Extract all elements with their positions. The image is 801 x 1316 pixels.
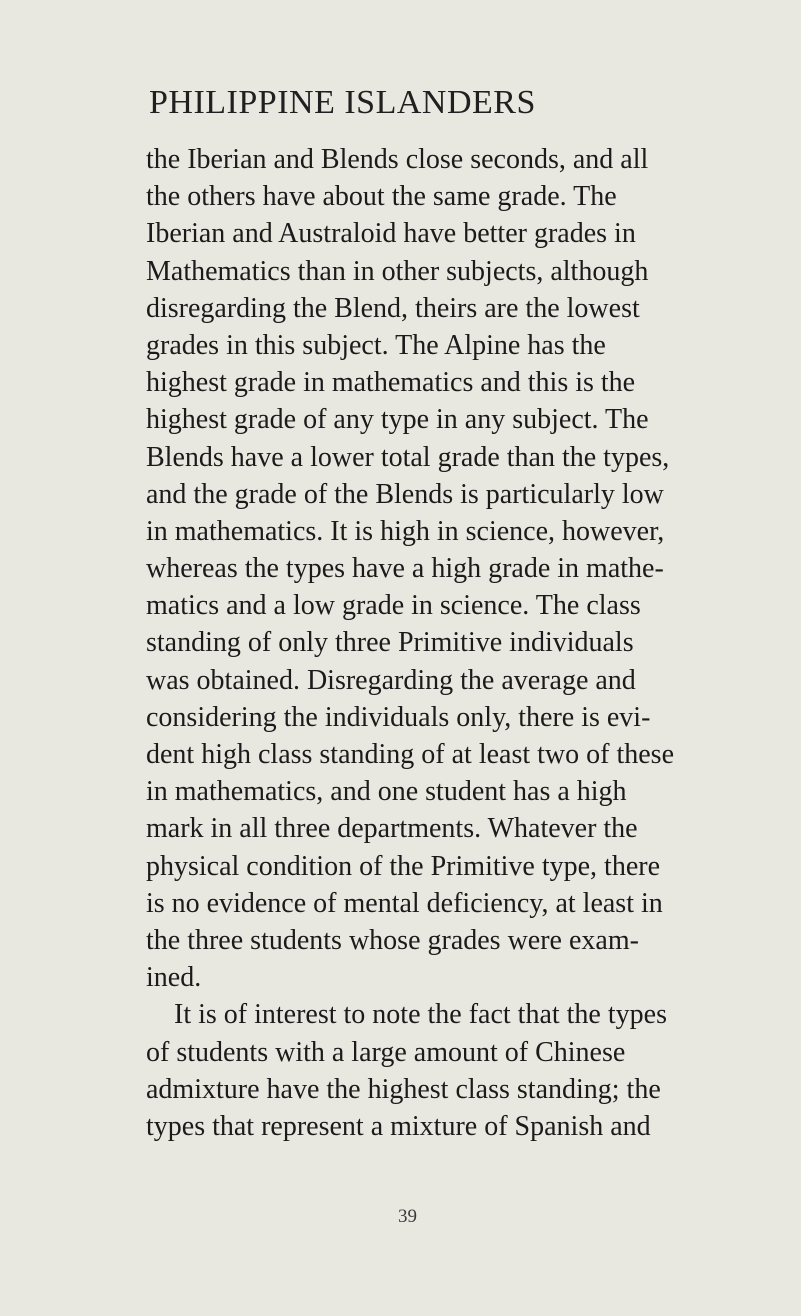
text-line: grades in this subject. The Alpine has the bbox=[146, 329, 606, 361]
paragraph-start-line: It is of interest to note the fact that the types bbox=[174, 999, 667, 1031]
text-line: in mathematics, and one student has a high bbox=[146, 776, 627, 808]
text-line: the Iberian and Blends close seconds, and all bbox=[146, 144, 649, 175]
text-line: highest grade in mathematics and this is the bbox=[146, 367, 636, 399]
text-line: considering the individuals only, there is evi- bbox=[146, 701, 651, 733]
text-line: dent high class standing of at least two of these bbox=[146, 739, 674, 770]
text-line: and the grade of the Blends is particularly low bbox=[146, 478, 664, 510]
text-line: types that represent a mixture of Spanish and bbox=[146, 1110, 651, 1142]
text-line: of students with a large amount of Chinese bbox=[146, 1036, 626, 1068]
text-line: physical condition of the Primitive type, there bbox=[146, 850, 660, 882]
text-line: admixture have the highest class standing; the bbox=[146, 1073, 661, 1105]
text-line: ined. bbox=[146, 962, 202, 994]
text-line: Mathematics than in other subjects, although bbox=[146, 255, 649, 287]
text-line: highest grade of any type in any subject. The bbox=[146, 404, 649, 436]
text-line: whereas the types have a high grade in mathe- bbox=[146, 553, 664, 585]
text-line: the three students whose grades were exam- bbox=[146, 924, 639, 956]
running-head: PHILIPPINE ISLANDERS bbox=[149, 84, 536, 121]
text-line: is no evidence of mental deficiency, at least in bbox=[146, 887, 663, 919]
text-line: standing of only three Primitive individuals bbox=[146, 627, 634, 659]
text-line: disregarding the Blend, theirs are the lowest bbox=[146, 292, 640, 324]
body-text bbox=[146, 141, 736, 1145]
page-number: 39 bbox=[398, 1206, 417, 1227]
text-line: Blends have a lower total grade than the types, bbox=[146, 441, 670, 473]
text-line: mark in all three departments. Whatever the bbox=[146, 813, 638, 845]
text-line: was obtained. Disregarding the average and bbox=[146, 664, 636, 696]
text-line: in mathematics. It is high in science, however, bbox=[146, 515, 665, 547]
text-line: Iberian and Australoid have better grades in bbox=[146, 218, 636, 250]
text-line: matics and a low grade in science. The class bbox=[146, 590, 641, 622]
text-line: the others have about the same grade. The bbox=[146, 181, 617, 213]
